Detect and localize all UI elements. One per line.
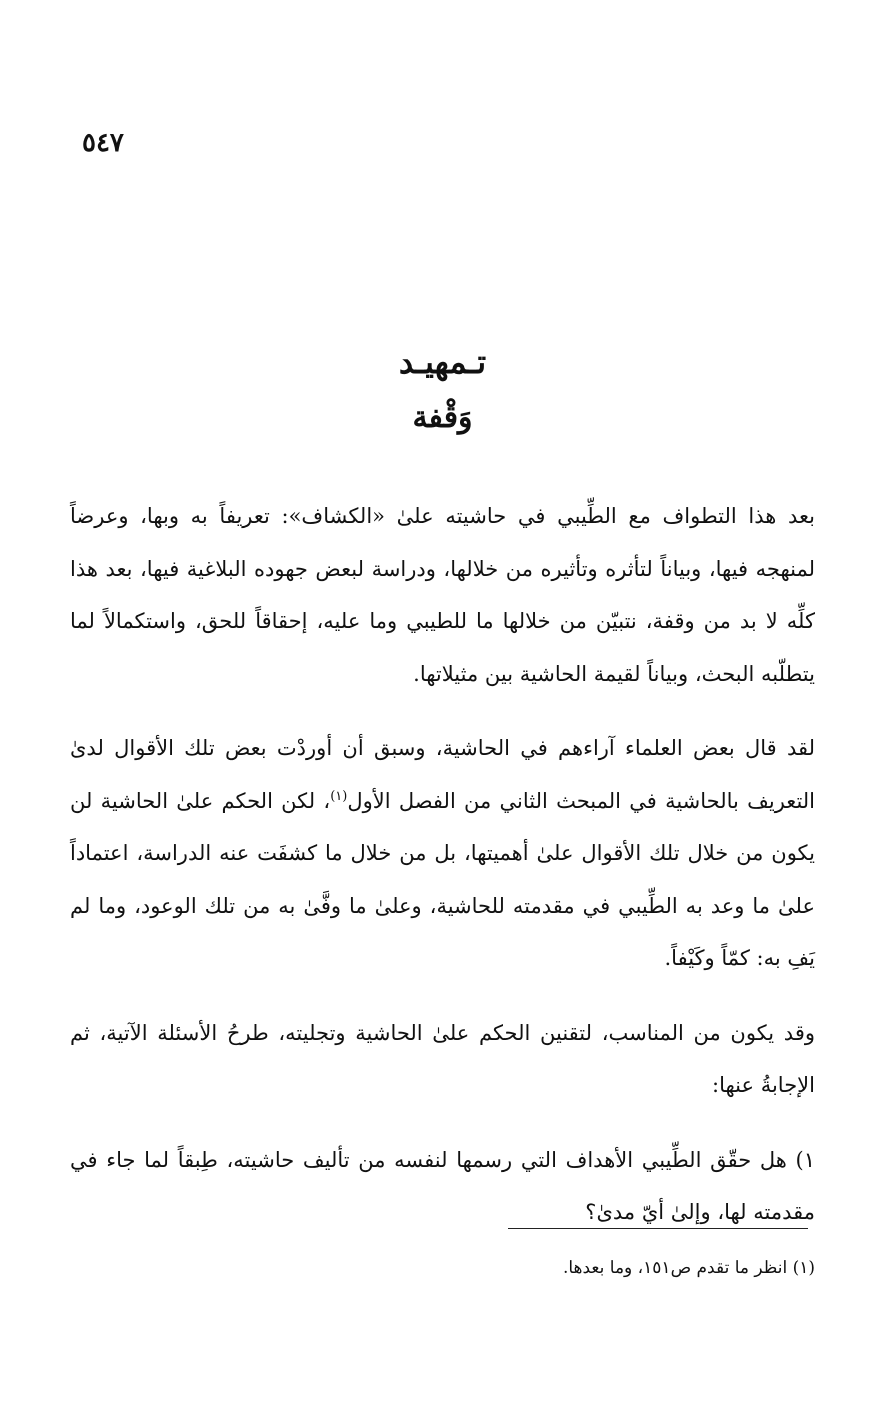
footnote: (١) انظر ما تقدم ص١٥١، وما بعدها.: [562, 1258, 815, 1278]
paragraph-4: ١) هل حقّق الطِّيبي الأهداف التي رسمها لنفسه من تأليف حاشيته، طِبقاً لما جاء في مقدمته لها، وإلىٰ أيّ مدىٰ؟: [70, 1147, 815, 1224]
page-number: ٥٤٧: [82, 128, 124, 158]
paragraph-2-end: ، لكن الحكم علىٰ الحاشية لن يكون من خلال تلك الأقوال علىٰ أهميتها، بل من خلال ما كشفَت عنه الدراسة، اعتماداً علىٰ ما وعد به الطِّيبي في مقدمته للحاشية، وعلىٰ ما وفَّىٰ به من تلك الوعود، وما لم يَفِ به: كمّاً وكَيْفاً.: [70, 788, 815, 970]
footnote-divider: [508, 1228, 808, 1229]
footnote-reference: (١): [330, 788, 348, 804]
body-text: [70, 490, 815, 1261]
paragraph-3: وقد يكون من المناسب، لتقنين الحكم علىٰ الحاشية وتجليته، طرحُ الأسئلة الآتية، ثم الإجابةُ عنها:: [70, 1020, 815, 1097]
chapter-heading: [0, 338, 885, 442]
paragraph-2-start: لقد قال بعض العلماء آراءهم في الحاشية، وسبق أن أوردْت بعض تلك الأقوال لدىٰ التعريف بالحاشية في المبحث الثاني من الفصل الأول: [70, 736, 816, 813]
paragraph-1: بعد هذا التطواف مع الطِّيبي في حاشيته علىٰ «الكشاف»: تعريفاً به وبها، وعرضاً لمنهجه فيها، وبياناً لتأثره وتأثيره من خلالها، ودراسة لبعض جهوده البلاغية فيها، بعد هذا كلِّه لا بد من وقفة، نتبيّن من خلالها ما للطيبي وما عليه، إحقاقاً للحق، واستكمالاً لما يتطلّبه البحث، وبياناً لقيمة الحاشية بين مثيلاتها.: [70, 504, 815, 686]
paragraph-2: [70, 722, 815, 985]
heading-title: تـمهيـد: [398, 343, 487, 381]
heading-subtitle: وَقْفة: [412, 400, 473, 435]
